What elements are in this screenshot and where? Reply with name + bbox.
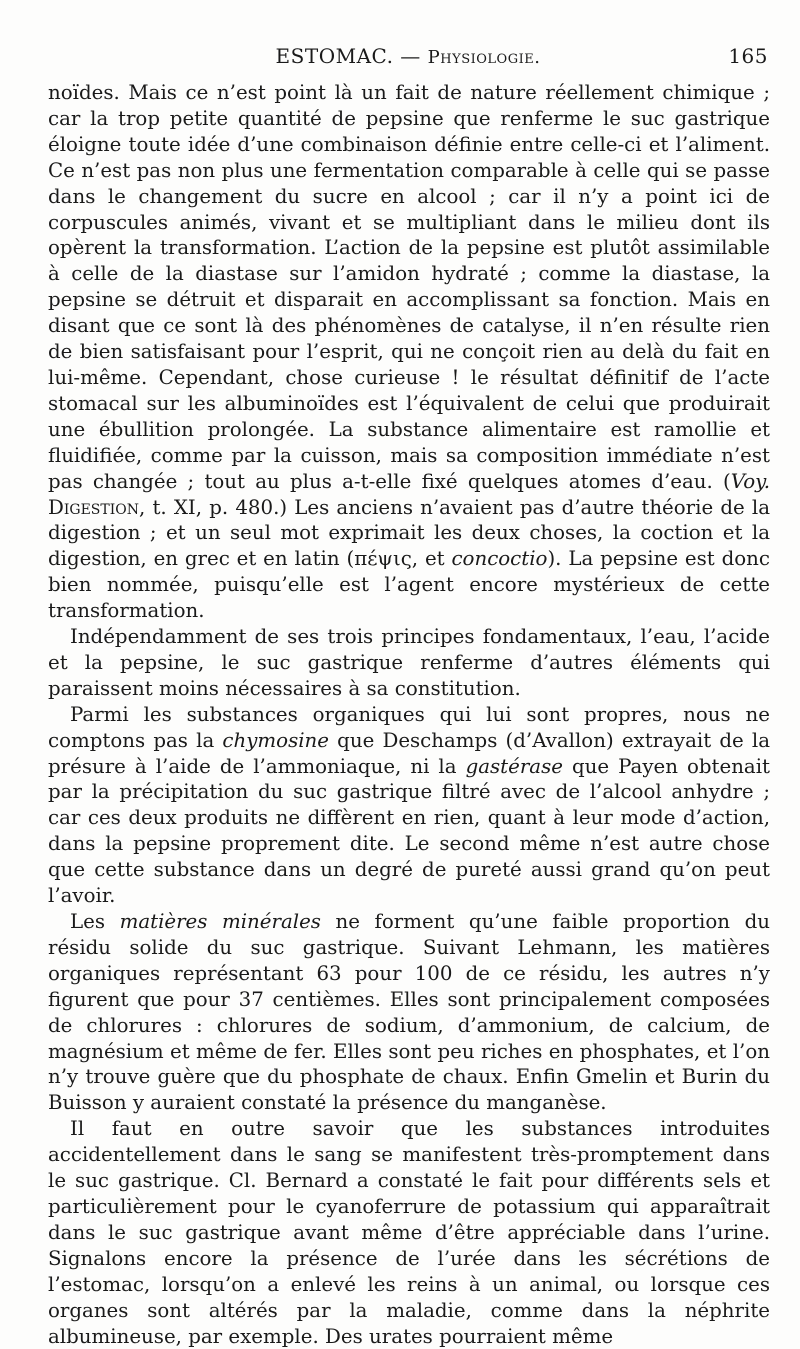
greek-word: πέψις <box>354 547 412 571</box>
running-title <box>48 44 768 68</box>
running-header <box>48 44 768 74</box>
running-title-main: ESTOMAC. — <box>275 44 421 68</box>
paragraph-1 <box>48 80 770 624</box>
text-run: Indépendamment de ses trois principes fondamentaux, l’eau, l’acide et la pepsine, le suc gastrique renferme d’autres éléments qui paraissent moins nécessaires à sa constitution. <box>48 625 770 700</box>
paragraph-3 <box>48 702 770 909</box>
text-run: que Payen obtenait par la précipitation du suc gastrique filtré avec de l’alcool anhydre ; car ces deux produits ne diffèrent en rien, quant à leur mode d’action, dans la pepsine proprement dite. Le second même n’est autre chose que cette substance dans un degré de pureté aussi grand qu’on peut l’avoir. <box>48 754 770 908</box>
term-chymosine: chymosine <box>222 728 329 752</box>
paragraph-5 <box>48 1116 770 1349</box>
cross-reference-digestion: Digestion <box>48 495 139 519</box>
text-run: que Deschamps (d’Avallon) extrayait de la présure à l’aide de l’ammoniaque, ni la <box>48 728 770 778</box>
term-matieres-minerales: matières minérales <box>119 910 321 933</box>
paragraph-2 <box>48 624 770 702</box>
page-number: 165 <box>728 44 768 68</box>
text-run: ). La pepsine est donc bien nommée, puisqu’elle est l’agent encore mystérieux de cette transformation. <box>48 547 770 623</box>
term-gasterase: gastérase <box>465 754 563 778</box>
text-run: Parmi les substances organiques qui lui sont propres, nous ne comptons pas la <box>48 702 770 752</box>
running-title-sub: Physiologie. <box>427 47 541 68</box>
paragraph-4 <box>48 909 770 1116</box>
abbreviation-voy: Voy. <box>730 469 770 493</box>
text-run: , et <box>411 547 452 571</box>
latin-word: concoctio <box>451 547 548 571</box>
text-run: , t. XI, p. 480.) Les anciens n’avaient pas d’autre théorie de la digestion ; et un seul mot exprimait les deux choses, la coction et la digestion, en grec et en latin ( <box>48 495 770 571</box>
text-run: Les <box>70 910 120 933</box>
text-run: ne forment qu’une faible proportion du résidu solide du suc gastrique. Suivant Lehmann, les matières organiques représentant 63 pour 100 de ce résidu, les autres n’y figurent que pour 37 centièmes. Elles sont principalement composées de chlorures : chlorures de sodium, d’ammonium, de calcium, de magnésium et même de fer. Elles sont peu riches en phosphates, et l’on n’y trouve guère que du phosphate de chaux. Enfin Gmelin et Burin du Buisson y auraient constaté la présence du manganèse. <box>48 910 770 1115</box>
text-run: noïdes. Mais ce n’est point là un fait de nature réellement chimique ; car la trop petite quantité de pepsine que renferme le suc gastrique éloigne toute idée d’une combinaison définie entre celle-ci et l’aliment. Ce n’est pas non plus une fermentation comparable à celle qui se passe dans le changement du sucre en alcool ; car il n’y a point ici de corpuscules animés, vivant et se multipliant dans le milieu dont ils opèrent la transformation. L’action de la pepsine est plutôt assimilable à celle de la diastase sur l’amidon hydraté ; comme la diastase, la pepsine se détruit et disparait en accomplissant sa fonction. Mais en disant que ce sont là des phénomènes de catalyse, il n’en résulte rien de bien satisfaisant pour l’esprit, qui ne conçoit rien au delà du fait en lui-même. Cependant, chose curieuse ! le résultat définitif de l’acte stomacal sur les albuminoïdes est l’équivalent de celui que produirait une ébullition prolongée. La substance alimentaire est ramollie et fluidifiée, comme par la cuisson, mais sa composition immédiate n’est pas changée ; tout au plus a-t-elle fixé quelques atomes d’eau. ( <box>48 81 770 493</box>
text-run: Il faut en outre savoir que les substances introduites accidentellement dans le sang se manifestent très-promptement dans le suc gastrique. Cl. Bernard a constaté le fait pour différents sels et particulièrement pour le cyanoferrure de potassium qui apparaîtrait dans le suc gastrique avant même d’être appréciable dans l’urine. Signalons encore la présence de l’urée dans les sécrétions de l’estomac, lorsqu’on a enlevé les reins à un animal, ou lorsque ces organes sont altérés par la maladie, comme dans la néphrite albumineuse, par exemple. Des urates pourraient même <box>48 1117 770 1348</box>
body-text <box>48 80 770 1349</box>
